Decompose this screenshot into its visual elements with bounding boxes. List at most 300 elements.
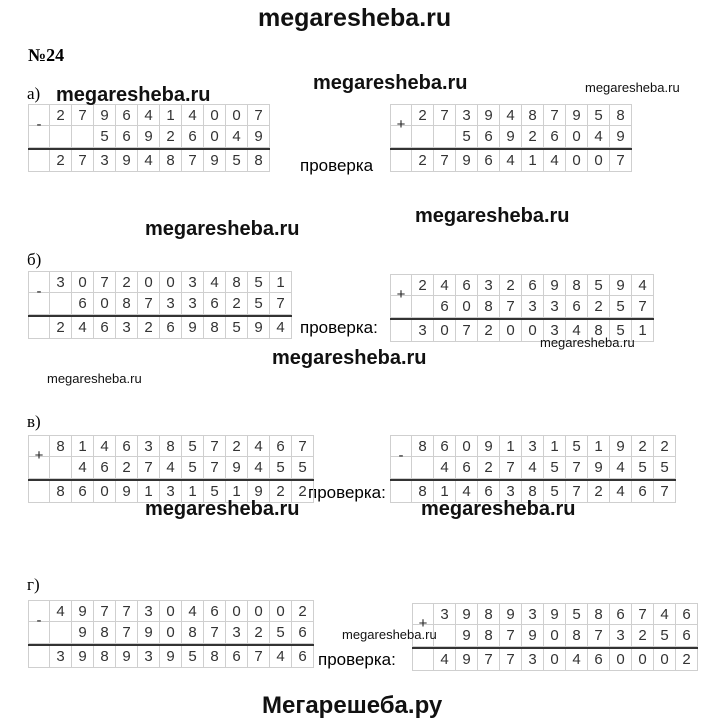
digit-cell xyxy=(390,481,412,503)
digit-cell: 9 xyxy=(182,317,204,339)
digit-cell: 1 xyxy=(72,435,94,457)
calc-grid-a-check-addition xyxy=(390,104,632,172)
digit-cell: 4 xyxy=(566,649,588,671)
digit-cell: 3 xyxy=(522,435,544,457)
digit-cell: 0 xyxy=(500,320,522,342)
operand-row xyxy=(412,603,698,625)
digit-cell: 9 xyxy=(456,625,478,647)
digit-cell: 9 xyxy=(72,646,94,668)
digit-cell: 4 xyxy=(182,600,204,622)
digit-cell xyxy=(50,622,72,644)
calc-grid-g-subtraction xyxy=(28,600,314,668)
digit-cell: 5 xyxy=(248,293,270,315)
digit-cell: 2 xyxy=(676,649,698,671)
digit-cell: 1 xyxy=(588,435,610,457)
digit-cell: 1 xyxy=(138,481,160,503)
operand-row xyxy=(28,600,314,622)
digit-cell: 8 xyxy=(94,622,116,644)
second-operand-row xyxy=(390,296,654,318)
digit-cell: 0 xyxy=(566,150,588,172)
digit-cell xyxy=(390,150,412,172)
digit-cell xyxy=(28,481,50,503)
digit-cell: 8 xyxy=(478,296,500,318)
digit-cell: 3 xyxy=(610,625,632,647)
result-row xyxy=(28,644,314,668)
digit-cell: 2 xyxy=(412,150,434,172)
digit-cell: 7 xyxy=(456,320,478,342)
digit-cell: 4 xyxy=(226,126,248,148)
digit-cell: 9 xyxy=(248,317,270,339)
digit-cell: 3 xyxy=(138,435,160,457)
digit-cell: 0 xyxy=(72,271,94,293)
digit-cell: 6 xyxy=(116,126,138,148)
digit-cell: 6 xyxy=(270,435,292,457)
digit-cell: 6 xyxy=(478,150,500,172)
digit-cell: 5 xyxy=(566,603,588,625)
digit-cell: 4 xyxy=(138,104,160,126)
digit-cell: 2 xyxy=(50,104,72,126)
result-row xyxy=(28,148,270,172)
digit-cell: 8 xyxy=(566,274,588,296)
digit-cell: 0 xyxy=(160,271,182,293)
digit-cell: 7 xyxy=(94,600,116,622)
digit-cell xyxy=(50,457,72,479)
digit-cell: 7 xyxy=(610,150,632,172)
digit-cell: 2 xyxy=(478,320,500,342)
digit-cell: 4 xyxy=(160,457,182,479)
operand-row xyxy=(390,435,676,457)
digit-cell: 3 xyxy=(138,600,160,622)
digit-cell: 7 xyxy=(204,435,226,457)
digit-cell: 7 xyxy=(478,649,500,671)
second-operand-row xyxy=(28,293,292,315)
digit-cell: 5 xyxy=(270,457,292,479)
digit-cell: 7 xyxy=(434,104,456,126)
check-label-g: проверка: xyxy=(318,650,396,669)
digit-cell xyxy=(390,320,412,342)
digit-cell: 4 xyxy=(566,320,588,342)
result-row xyxy=(390,148,632,172)
digit-cell: 0 xyxy=(456,296,478,318)
digit-cell: 4 xyxy=(270,317,292,339)
digit-cell: 7 xyxy=(182,150,204,172)
digit-cell: 5 xyxy=(610,296,632,318)
digit-cell: 9 xyxy=(544,603,566,625)
watermark: megaresheba.ru xyxy=(313,72,468,94)
calc-grid-v-addition xyxy=(28,435,314,503)
watermark: megaresheba.ru xyxy=(47,371,142,386)
digit-cell: 3 xyxy=(522,649,544,671)
digit-cell: 6 xyxy=(478,481,500,503)
digit-cell: 2 xyxy=(226,435,248,457)
digit-cell: 6 xyxy=(676,625,698,647)
site-footer: Мегарешеба.ру xyxy=(262,692,443,719)
digit-cell: 5 xyxy=(588,104,610,126)
digit-cell: 9 xyxy=(248,481,270,503)
digit-cell xyxy=(434,126,456,148)
watermark: megaresheba.ru xyxy=(342,627,437,642)
digit-cell: 5 xyxy=(182,457,204,479)
digit-cell: 0 xyxy=(544,649,566,671)
minus-sign: - xyxy=(36,116,42,133)
digit-cell: 9 xyxy=(610,274,632,296)
digit-cell: 4 xyxy=(610,457,632,479)
digit-cell: 9 xyxy=(116,481,138,503)
digit-cell: 6 xyxy=(632,481,654,503)
digit-cell: 9 xyxy=(500,126,522,148)
digit-cell xyxy=(434,625,456,647)
digit-cell: 8 xyxy=(522,481,544,503)
digit-cell: 5 xyxy=(544,457,566,479)
digit-cell: 3 xyxy=(116,317,138,339)
digit-cell: 1 xyxy=(226,481,248,503)
digit-cell: 4 xyxy=(610,481,632,503)
digit-cell: 1 xyxy=(182,481,204,503)
digit-cell: 4 xyxy=(434,649,456,671)
digit-cell: 9 xyxy=(456,150,478,172)
digit-cell: 7 xyxy=(588,625,610,647)
digit-cell: 7 xyxy=(72,150,94,172)
digit-cell: 8 xyxy=(610,104,632,126)
digit-cell: 4 xyxy=(654,603,676,625)
minus-sign: - xyxy=(36,283,42,300)
digit-cell: 4 xyxy=(270,646,292,668)
digit-cell: 9 xyxy=(160,646,182,668)
digit-cell: 5 xyxy=(654,457,676,479)
digit-cell: 7 xyxy=(500,625,522,647)
operand-row xyxy=(28,271,292,293)
digit-cell: 8 xyxy=(50,481,72,503)
digit-cell: 4 xyxy=(50,600,72,622)
digit-cell: 0 xyxy=(434,320,456,342)
digit-cell: 3 xyxy=(94,150,116,172)
digit-cell: 3 xyxy=(50,646,72,668)
digit-cell: 4 xyxy=(72,457,94,479)
second-operand-row xyxy=(28,457,314,479)
digit-cell: 9 xyxy=(248,126,270,148)
digit-cell: 3 xyxy=(412,320,434,342)
digit-cell: 4 xyxy=(204,271,226,293)
digit-cell: 6 xyxy=(94,317,116,339)
watermark: megaresheba.ru xyxy=(272,347,427,369)
second-operand-row xyxy=(390,457,676,479)
digit-cell: 8 xyxy=(412,435,434,457)
digit-cell: 0 xyxy=(522,320,544,342)
digit-cell: 2 xyxy=(588,481,610,503)
plus-sign: + xyxy=(34,447,44,464)
operand-row xyxy=(390,274,654,296)
digit-cell: 4 xyxy=(522,457,544,479)
digit-cell: 2 xyxy=(478,457,500,479)
digit-cell: 2 xyxy=(226,293,248,315)
digit-cell: 5 xyxy=(654,625,676,647)
section-label-a: а) xyxy=(27,84,41,103)
digit-cell: 3 xyxy=(182,271,204,293)
digit-cell: 6 xyxy=(456,457,478,479)
digit-cell: 5 xyxy=(588,274,610,296)
digit-cell: 0 xyxy=(204,126,226,148)
digit-cell: 4 xyxy=(248,457,270,479)
second-operand-row xyxy=(28,622,314,644)
digit-cell: 7 xyxy=(270,293,292,315)
digit-cell: 3 xyxy=(226,622,248,644)
section-label-b: б) xyxy=(27,250,42,269)
calc-grid-b-subtraction xyxy=(28,271,292,339)
digit-cell: 2 xyxy=(654,435,676,457)
digit-cell: 3 xyxy=(522,603,544,625)
digit-cell: 2 xyxy=(522,126,544,148)
digit-cell: 1 xyxy=(500,435,522,457)
digit-cell xyxy=(28,150,50,172)
digit-cell: 0 xyxy=(544,625,566,647)
calc-grid-a-subtraction xyxy=(28,104,270,172)
digit-cell: 9 xyxy=(94,104,116,126)
digit-cell: 7 xyxy=(500,296,522,318)
digit-cell: 1 xyxy=(160,104,182,126)
digit-cell: 6 xyxy=(292,622,314,644)
digit-cell: 7 xyxy=(434,150,456,172)
minus-sign: - xyxy=(36,612,42,629)
digit-cell xyxy=(412,126,434,148)
watermark: megaresheba.ru xyxy=(145,218,300,240)
digit-cell: 0 xyxy=(160,600,182,622)
digit-cell: 2 xyxy=(292,481,314,503)
digit-cell: 0 xyxy=(226,104,248,126)
digit-cell: 6 xyxy=(72,293,94,315)
digit-cell: 9 xyxy=(456,649,478,671)
digit-cell: 8 xyxy=(50,435,72,457)
digit-cell: 6 xyxy=(588,649,610,671)
digit-cell: 3 xyxy=(544,296,566,318)
digit-cell: 3 xyxy=(182,293,204,315)
digit-cell: 2 xyxy=(292,600,314,622)
watermark: megaresheba.ru xyxy=(145,498,300,520)
digit-cell: 3 xyxy=(434,603,456,625)
digit-cell: 6 xyxy=(292,646,314,668)
digit-cell: 7 xyxy=(632,603,654,625)
operand-row xyxy=(28,435,314,457)
digit-cell xyxy=(50,293,72,315)
digit-cell: 4 xyxy=(138,150,160,172)
digit-cell: 8 xyxy=(160,150,182,172)
watermark: megaresheba.ru xyxy=(585,80,680,95)
digit-cell: 7 xyxy=(566,457,588,479)
check-label-v: проверка: xyxy=(308,483,386,502)
digit-cell: 2 xyxy=(500,274,522,296)
digit-cell: 5 xyxy=(566,435,588,457)
second-operand-row xyxy=(390,126,632,148)
digit-cell: 5 xyxy=(610,320,632,342)
digit-cell: 5 xyxy=(544,481,566,503)
calc-grid-b-check-addition xyxy=(390,274,654,342)
digit-cell: 4 xyxy=(434,274,456,296)
digit-cell: 1 xyxy=(434,481,456,503)
problem-number: №24 xyxy=(28,45,65,65)
digit-cell: 7 xyxy=(566,481,588,503)
digit-cell: 2 xyxy=(412,274,434,296)
digit-cell: 5 xyxy=(270,622,292,644)
digit-cell: 2 xyxy=(270,481,292,503)
digit-cell: 0 xyxy=(138,271,160,293)
plus-sign: + xyxy=(396,116,406,133)
digit-cell: 8 xyxy=(478,603,500,625)
operand-row xyxy=(28,104,270,126)
digit-cell: 3 xyxy=(544,320,566,342)
digit-cell xyxy=(412,296,434,318)
digit-cell: 6 xyxy=(116,104,138,126)
digit-cell: 5 xyxy=(94,126,116,148)
digit-cell: 5 xyxy=(632,457,654,479)
digit-cell: 7 xyxy=(632,296,654,318)
digit-cell: 7 xyxy=(544,104,566,126)
digit-cell: 0 xyxy=(248,600,270,622)
digit-cell: 0 xyxy=(94,293,116,315)
digit-cell: 4 xyxy=(500,104,522,126)
digit-cell: 3 xyxy=(522,296,544,318)
digit-cell: 0 xyxy=(632,649,654,671)
digit-cell: 6 xyxy=(434,296,456,318)
digit-cell: 9 xyxy=(610,435,632,457)
digit-cell: 1 xyxy=(522,150,544,172)
site-header: megaresheba.ru xyxy=(258,4,452,32)
digit-cell: 6 xyxy=(204,600,226,622)
plus-sign: + xyxy=(418,615,428,632)
digit-cell: 6 xyxy=(544,126,566,148)
digit-cell: 6 xyxy=(182,126,204,148)
watermark: megaresheba.ru xyxy=(415,205,570,227)
digit-cell xyxy=(412,457,434,479)
digit-cell: 2 xyxy=(248,622,270,644)
result-row xyxy=(412,647,698,671)
digit-cell: 0 xyxy=(204,104,226,126)
digit-cell: 8 xyxy=(116,293,138,315)
digit-cell: 6 xyxy=(566,296,588,318)
digit-cell: 8 xyxy=(522,104,544,126)
watermark: megaresheba.ru xyxy=(421,498,576,520)
digit-cell: 6 xyxy=(226,646,248,668)
digit-cell: 3 xyxy=(160,481,182,503)
digit-cell: 8 xyxy=(94,646,116,668)
watermark: megaresheba.ru xyxy=(540,335,635,350)
section-label-g: г) xyxy=(27,575,40,594)
second-operand-row xyxy=(412,625,698,647)
digit-cell: 0 xyxy=(456,435,478,457)
watermark: megaresheba.ru xyxy=(56,84,211,106)
digit-cell: 2 xyxy=(632,435,654,457)
digit-cell: 9 xyxy=(138,622,160,644)
digit-cell: 9 xyxy=(478,435,500,457)
digit-cell: 7 xyxy=(500,649,522,671)
digit-cell: 8 xyxy=(478,625,500,647)
digit-cell: 9 xyxy=(226,457,248,479)
digit-cell: 9 xyxy=(478,104,500,126)
digit-cell: 1 xyxy=(544,435,566,457)
digit-cell: 4 xyxy=(632,274,654,296)
digit-cell: 4 xyxy=(94,435,116,457)
digit-cell: 4 xyxy=(588,126,610,148)
digit-cell: 2 xyxy=(138,317,160,339)
digit-cell: 8 xyxy=(204,646,226,668)
digit-cell: 7 xyxy=(292,435,314,457)
digit-cell: 1 xyxy=(632,320,654,342)
digit-cell: 4 xyxy=(434,457,456,479)
digit-cell: 0 xyxy=(610,649,632,671)
section-label-v: в) xyxy=(27,412,41,431)
digit-cell: 3 xyxy=(478,274,500,296)
digit-cell: 7 xyxy=(654,481,676,503)
digit-cell: 6 xyxy=(204,293,226,315)
digit-cell: 2 xyxy=(412,104,434,126)
digit-cell: 9 xyxy=(138,126,160,148)
digit-cell: 9 xyxy=(610,126,632,148)
calc-grid-g-check-addition xyxy=(412,603,698,671)
digit-cell: 0 xyxy=(654,649,676,671)
digit-cell: 7 xyxy=(138,293,160,315)
digit-cell: 6 xyxy=(676,603,698,625)
calc-grid-v-check-subtraction xyxy=(390,435,676,503)
digit-cell: 2 xyxy=(160,126,182,148)
digit-cell: 9 xyxy=(456,603,478,625)
digit-cell: 7 xyxy=(138,457,160,479)
digit-cell: 7 xyxy=(116,622,138,644)
digit-cell: 5 xyxy=(248,271,270,293)
digit-cell: 9 xyxy=(522,625,544,647)
digit-cell: 8 xyxy=(566,625,588,647)
digit-cell: 7 xyxy=(116,600,138,622)
digit-cell: 2 xyxy=(50,150,72,172)
digit-cell: 2 xyxy=(50,317,72,339)
minus-sign: - xyxy=(398,447,404,464)
digit-cell: 9 xyxy=(588,457,610,479)
digit-cell: 4 xyxy=(544,150,566,172)
digit-cell xyxy=(50,126,72,148)
digit-cell: 3 xyxy=(456,104,478,126)
digit-cell: 0 xyxy=(226,600,248,622)
digit-cell: 0 xyxy=(160,622,182,644)
digit-cell: 6 xyxy=(160,317,182,339)
digit-cell: 0 xyxy=(270,600,292,622)
digit-cell: 3 xyxy=(160,293,182,315)
digit-cell: 9 xyxy=(72,622,94,644)
digit-cell: 6 xyxy=(610,603,632,625)
digit-cell: 7 xyxy=(500,457,522,479)
digit-cell: 0 xyxy=(566,126,588,148)
digit-cell: 3 xyxy=(138,646,160,668)
digit-cell: 5 xyxy=(292,457,314,479)
digit-cell: 9 xyxy=(204,150,226,172)
digit-cell: 8 xyxy=(248,150,270,172)
digit-cell: 6 xyxy=(522,274,544,296)
digit-cell: 6 xyxy=(72,481,94,503)
digit-cell: 3 xyxy=(50,271,72,293)
digit-cell: 4 xyxy=(182,104,204,126)
digit-cell: 0 xyxy=(94,481,116,503)
digit-cell: 8 xyxy=(160,435,182,457)
digit-cell: 6 xyxy=(456,274,478,296)
digit-cell: 5 xyxy=(226,317,248,339)
plus-sign: + xyxy=(396,286,406,303)
digit-cell: 6 xyxy=(116,435,138,457)
digit-cell: 8 xyxy=(588,603,610,625)
digit-cell: 7 xyxy=(248,104,270,126)
digit-cell: 9 xyxy=(500,603,522,625)
result-row xyxy=(28,315,292,339)
digit-cell: 2 xyxy=(116,271,138,293)
digit-cell: 5 xyxy=(182,435,204,457)
digit-cell: 7 xyxy=(94,271,116,293)
digit-cell: 9 xyxy=(116,646,138,668)
digit-cell: 7 xyxy=(204,457,226,479)
